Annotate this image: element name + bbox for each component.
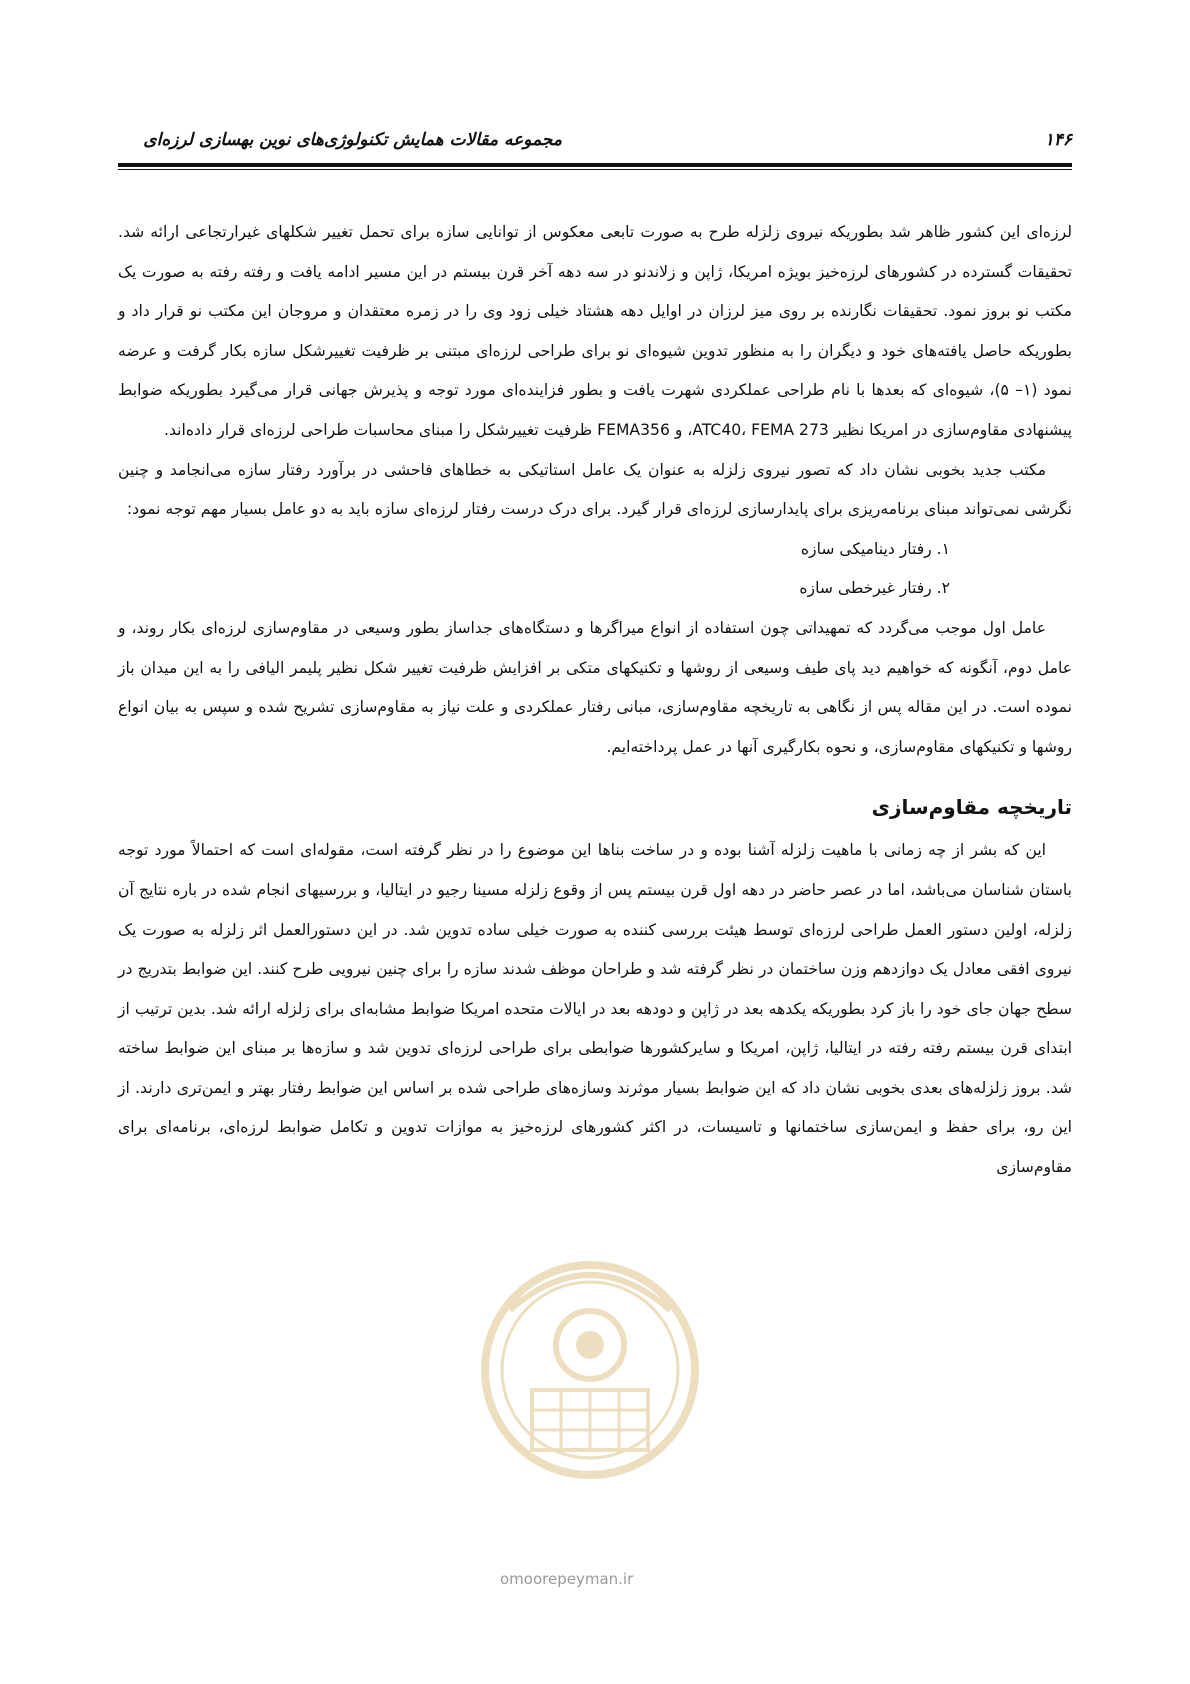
watermark-seal-icon [470,1250,710,1530]
section-title: تاریخچه مقاوم‌سازی [871,795,1072,820]
paragraph: لرزه‌ای این کشور ظاهر شد بطوریکه نیروی زلزله طرح به صورت تابعی معکوس از توانایی سازه برای تحمل تغییر شکلهای غیرارتجاعی ارائه شد. تحقیقات گسترده در کشورهای لرزه‌خیز بویژه امریکا، ژاپن و زلاندنو در سه دهه آخر قرن بیستم در این مسیر ادامه یافت و رفته رفته به صورت یک مکتب نو بروز نمود. تحقیقات نگارنده بر روی میز لرزان در اوایل دهه هشتاد خیلی زود وی را در زمره معتقدان و مروجان این مکتب نو قرار داد و بطوریکه حاصل یافته‌های خود و دیگران را به منظور تدوین شیوه‌ای نو برای طراحی لرزه‌ای مبتنی بر ظرفیت تغییرشکل سازه بکار گرفت و عرضه نمود (۱– ۵)، شیوه‌ای که بعدها با نام طراحی عملکردی شهرت یافت و بطور فزاینده‌ای مورد توجه و پذیرش جهانی قرار می‌گیرد بطوریکه ضوابط پیشنهادی مقاوم‌سازی در امریکا نظیر ATC40، FEMA 273، و FEMA356 ظرفیت تغییرشکل را مبنای محاسبات طراحی لرزه‌ای قرار داده‌اند. [118,223,1072,439]
paragraph: مکتب جدید بخوبی نشان داد که تصور نیروی زلزله به عنوان یک عامل استاتیکی به خطاهای فاحشی در برآورد رفتار سازه می‌انجامد و چنین نگرشی نمی‌تواند مبنای برنامه‌ریزی برای پایدارسازی لرزه‌ای قرار گیرد. برای درک درست رفتار لرزه‌ای سازه باید به دو عامل بسیار مهم توجه نمود: [118,460,1072,519]
header-rule-thick [118,163,1072,167]
page-number: ۱۴۶ [1044,130,1072,150]
paragraph: عامل اول موجب می‌گردد که تمهیداتی چون استفاده از انواع میراگرها و دستگاه‌های جداساز بطور وسیعی در مقاوم‌سازی لرزه‌ای بکار روند، و عامل دوم، آنگونه که خواهیم دید پای طیف وسیعی از روشها و تکنیکهای متکی بر افزایش ظرفیت تغییر شکل نظیر پلیمر الیافی را به این میدان باز نموده است. در این مقاله پس از نگاهی به تاریخچه مقاوم‌سازی، مبانی رفتار عملکردی و علت نیاز به مقاوم‌سازی تشریح شده و سپس به بیان انواع روشها و تکنیکهای مقاوم‌سازی، و نحوه بکارگیری آنها در عمل پرداخته‌ایم. [118,618,1072,756]
list-item: ۱. رفتار دینامیکی سازه [800,539,950,558]
header-rule-thin [118,169,1072,170]
list-item: ۲. رفتار غیرخطی سازه [799,579,950,598]
watermark-url: omoorepeyman.ir [500,1570,634,1588]
journal-title: مجموعه مقالات همایش تکنولوژی‌های نوین بهسازی لرزه‌ای [143,130,562,150]
running-header [118,130,1072,158]
body-text [118,213,1072,1188]
paragraph: این که بشر از چه زمانی با ماهیت زلزله آشنا بوده و در ساخت بناها این موضوع را در نظر گرفته است، مقوله‌ای است که احتمالاً مورد توجه باستان شناسان می‌باشد، اما در عصر حاضر در دهه اول قرن بیستم پس از وقوع زلزله مسینا رجیو در ایتالیا، و بررسیهای انجام شده در باره نتایج آن زلزله، اولین دستور العمل طراحی لرزه‌ای توسط هیئت بررسی کننده به صورت خیلی ساده تدوین شد. در این دستورالعمل اثر زلزله به صورت یک نیروی افقی معادل یک دوازدهم وزن ساختمان در نظر گرفته شد و طراحان موظف شدند سازه را برای چنین نیرویی طرح کنند. این ضوابط بتدریج در سطح جهان جای خود را باز کرد بطوریکه یکدهه بعد در ژاپن و دودهه بعد در ایالات متحده امریکا ضوابط مشابه‌ای برای زلزله ارائه شد. بدین ترتیب از ابتدای قرن بیستم رفته رفته در ایتالیا، ژاپن، امریکا و سایرکشورها ضوابطی برای طراحی لرزه‌ای تدوین شد و سازه‌ها بر مبنای این ضوابط ساخته شد. بروز زلزله‌های بعدی بخوبی نشان داد که این ضوابط بسیار موثرند وسازه‌های طراحی شده بر اساس این ضوابط رفتار بهتر و ایمن‌تری دارند. از این رو، برای حفظ و ایمن‌سازی ساختمانها و تاسیسات، در اکثر کشورهای لرزه‌خیز به موازات تدوین و تکامل ضوابط لرزه‌ای، برنامه‌ای برای مقاوم‌سازی [118,841,1072,1177]
